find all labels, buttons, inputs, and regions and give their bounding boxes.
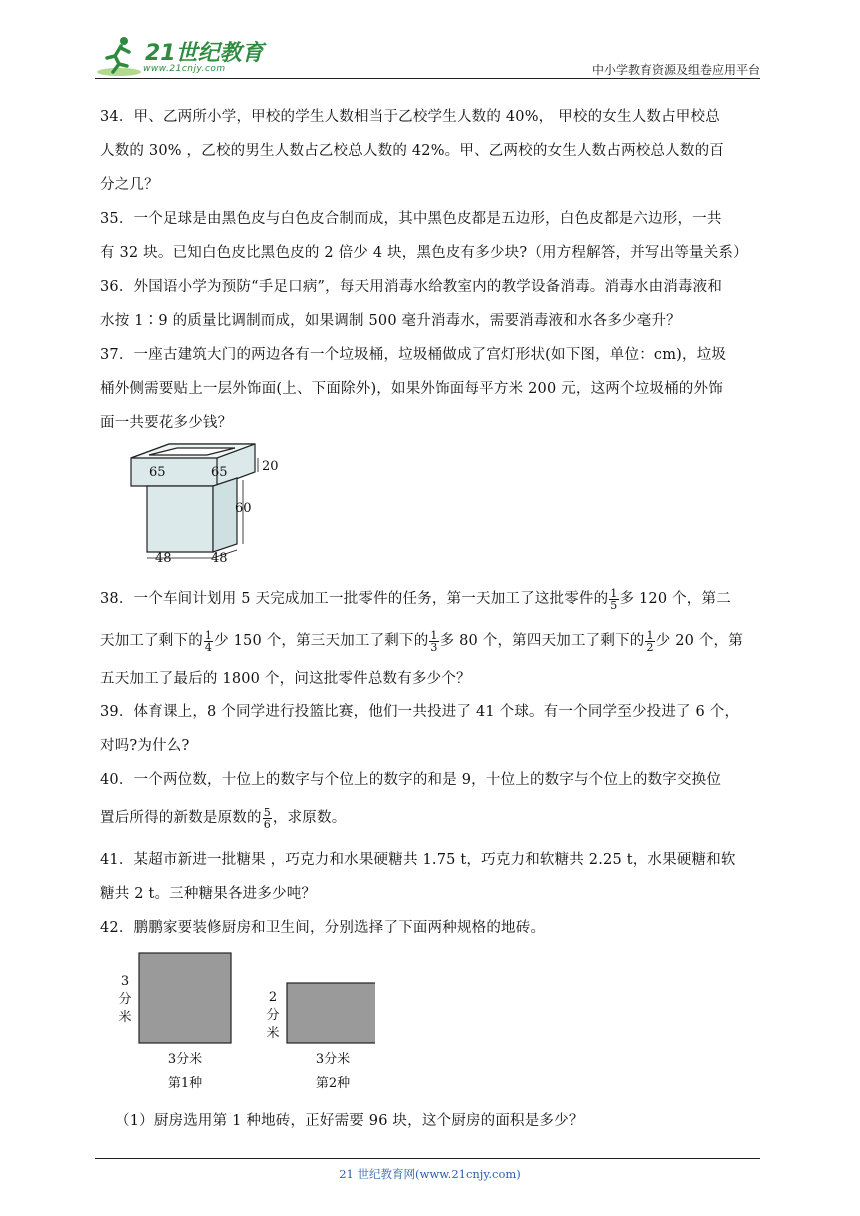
- q39-line2: 对吗?为什么?: [100, 738, 190, 754]
- tile2-side-unit1: 分: [266, 1008, 280, 1023]
- q40-text-a: 置后所得的新数是原数的: [100, 810, 262, 826]
- q41-line2: 糖共 2 t。三种糖果各进多少吨？: [100, 886, 317, 902]
- question-41: [100, 843, 765, 911]
- frac-den: 4: [204, 640, 213, 654]
- question-38: [100, 578, 765, 696]
- dim-top-w1: 65: [149, 465, 166, 480]
- q34-line1: 34．甲、乙两所小学，甲校的学生人数相当于乙校学生人数的 40%， 甲校的女生人数占甲校总: [100, 109, 720, 125]
- frac-num: 5: [263, 805, 271, 819]
- q34-line2: 人数的 30% ，乙校的男生人数占乙校总人数的 42%。甲、乙两校的女生人数占两校总人数的百: [100, 143, 724, 159]
- footer-divider: [95, 1158, 760, 1159]
- fraction-1-5: [609, 588, 618, 611]
- question-35: [100, 202, 765, 270]
- q38-line2: [100, 620, 765, 662]
- runner-icon: [95, 32, 143, 80]
- q38-line1: [100, 578, 765, 620]
- question-39: [100, 695, 765, 763]
- platform-title: 中小学教育资源及组卷应用平台: [591, 63, 760, 77]
- header-divider: [95, 78, 760, 79]
- tile-2: [287, 983, 375, 1043]
- tile1-name: 第1种: [167, 1076, 203, 1091]
- q42-line1: 42．鹏鹏家要装修厨房和卫生间，分别选择了下面两种规格的地砖。: [100, 920, 546, 936]
- tile1-side-unit1: 分: [118, 992, 132, 1007]
- q36-line1: 36．外国语小学为预防“手足口病”，每天用消毒水给教室内的教学设备消毒。消毒水由消毒液和: [100, 279, 723, 295]
- question-42-sub1: [115, 1104, 755, 1138]
- tile1-side: 3: [120, 974, 130, 989]
- page-header: [95, 28, 760, 80]
- q39-line1: 39．体育课上，8 个同学进行投篮比赛，他们一共投进了 41 个球。有一个同学至少投进了 6 个，: [100, 704, 740, 720]
- tile2-name: 第2种: [315, 1076, 351, 1091]
- frac-num: 1: [430, 628, 438, 642]
- q40-line1: 40．一个两位数，十位上的数字与个位上的数字的和是 9，十位上的数字与个位上的数字交换位: [100, 772, 722, 788]
- question-36: [100, 270, 765, 338]
- footer-link[interactable]: 21 世纪教育网(www.21cnjy.com): [339, 1167, 521, 1181]
- tile1-side-unit2: 米: [118, 1010, 132, 1025]
- q34-line3: 分之几？: [100, 177, 159, 193]
- dim-top-h: 20: [262, 459, 279, 474]
- logo-text: 21世纪教育: [145, 41, 264, 66]
- frac-den: 2: [646, 640, 654, 654]
- dim-bot-w2: 48: [211, 551, 228, 566]
- dim-bot-w1: 48: [155, 551, 172, 566]
- logo-url: www.21cnjy.com: [143, 64, 226, 74]
- q41-line1: 41．某超市新进一批糖果 ，巧克力和水果硬糖共 1.75 t，巧克力和软糖共 2.25 t，水果硬糖和软: [100, 852, 736, 868]
- q37-line1: 37．一座古建筑大门的两边各有一个垃圾桶，垃圾桶做成了宫灯形状(如下图，单位：cm)，垃圾: [100, 347, 727, 363]
- dim-top-w2: 65: [211, 465, 228, 480]
- tile2-side-unit2: 米: [266, 1026, 280, 1041]
- q37-line2: 桶外侧需要贴上一层外饰面(上、下面除外)，如果外饰面每平方米 200 元，这两个垃圾桶的外饰: [100, 381, 723, 397]
- trash-bin-figure: [125, 440, 285, 574]
- dim-body-h: 60: [235, 501, 252, 516]
- q40-line2: [100, 797, 765, 839]
- q42-sub1: （1）厨房选用第 1 种地砖，正好需要 96 块，这个厨房的面积是多少？: [115, 1113, 584, 1129]
- frac-num: 1: [204, 628, 213, 642]
- fraction-5-6: [263, 807, 272, 830]
- q37-line3: 面一共要花多少钱？: [100, 415, 233, 431]
- site-logo[interactable]: [95, 28, 265, 80]
- frac-den: 6: [263, 817, 271, 831]
- q38-line3: 五天加工了最后的 1800 个，问这批零件总数有多少个？: [100, 671, 471, 687]
- frac-den: 3: [430, 640, 438, 654]
- q38-text-e: 多 80 个，第四天加工了剩下的: [439, 633, 645, 649]
- tile-1: [139, 953, 231, 1043]
- q35-line1: 35．一个足球是由黑色皮与白色皮合制而成，其中黑色皮都是五边形，白色皮都是六边形，一共: [100, 211, 722, 227]
- question-42: [100, 911, 765, 945]
- q38-text-f: 少 20 个，第: [655, 633, 743, 649]
- tile2-side: 2: [268, 990, 278, 1005]
- q38-text-b: 多 120 个，第二: [619, 591, 731, 607]
- frac-num: 1: [610, 586, 618, 600]
- q38-text-d: 少 150 个，第三天加工了剩下的: [214, 633, 429, 649]
- q38-text-a: 38．一个车间计划用 5 天完成加工一批零件的任务，第一天加工了这批零件的: [100, 591, 609, 607]
- tile1-bottom: 3分米: [167, 1052, 203, 1067]
- fraction-1-4: [204, 630, 213, 653]
- fraction-1-2: [645, 630, 654, 653]
- q40-text-b: ，求原数。: [272, 810, 347, 826]
- q38-text-c: 天加工了剩下的: [100, 633, 203, 649]
- q35-line2: 有 32 块。已知白色皮比黑色皮的 2 倍少 4 块，黑色皮有多少块?（用方程解答，并写出等量关系）: [100, 245, 748, 261]
- question-34: [100, 100, 765, 202]
- q36-line2: 水按 1∶9 的质量比调制而成，如果调制 500 毫升消毒水，需要消毒液和水各多少毫升？: [100, 313, 681, 329]
- question-37: [100, 338, 765, 440]
- question-40: [100, 763, 765, 839]
- frac-num: 1: [646, 628, 654, 642]
- tile2-bottom: 3分米: [315, 1052, 351, 1067]
- fraction-1-3: [429, 630, 438, 653]
- tiles-figure: [115, 945, 375, 1099]
- frac-den: 5: [610, 598, 618, 612]
